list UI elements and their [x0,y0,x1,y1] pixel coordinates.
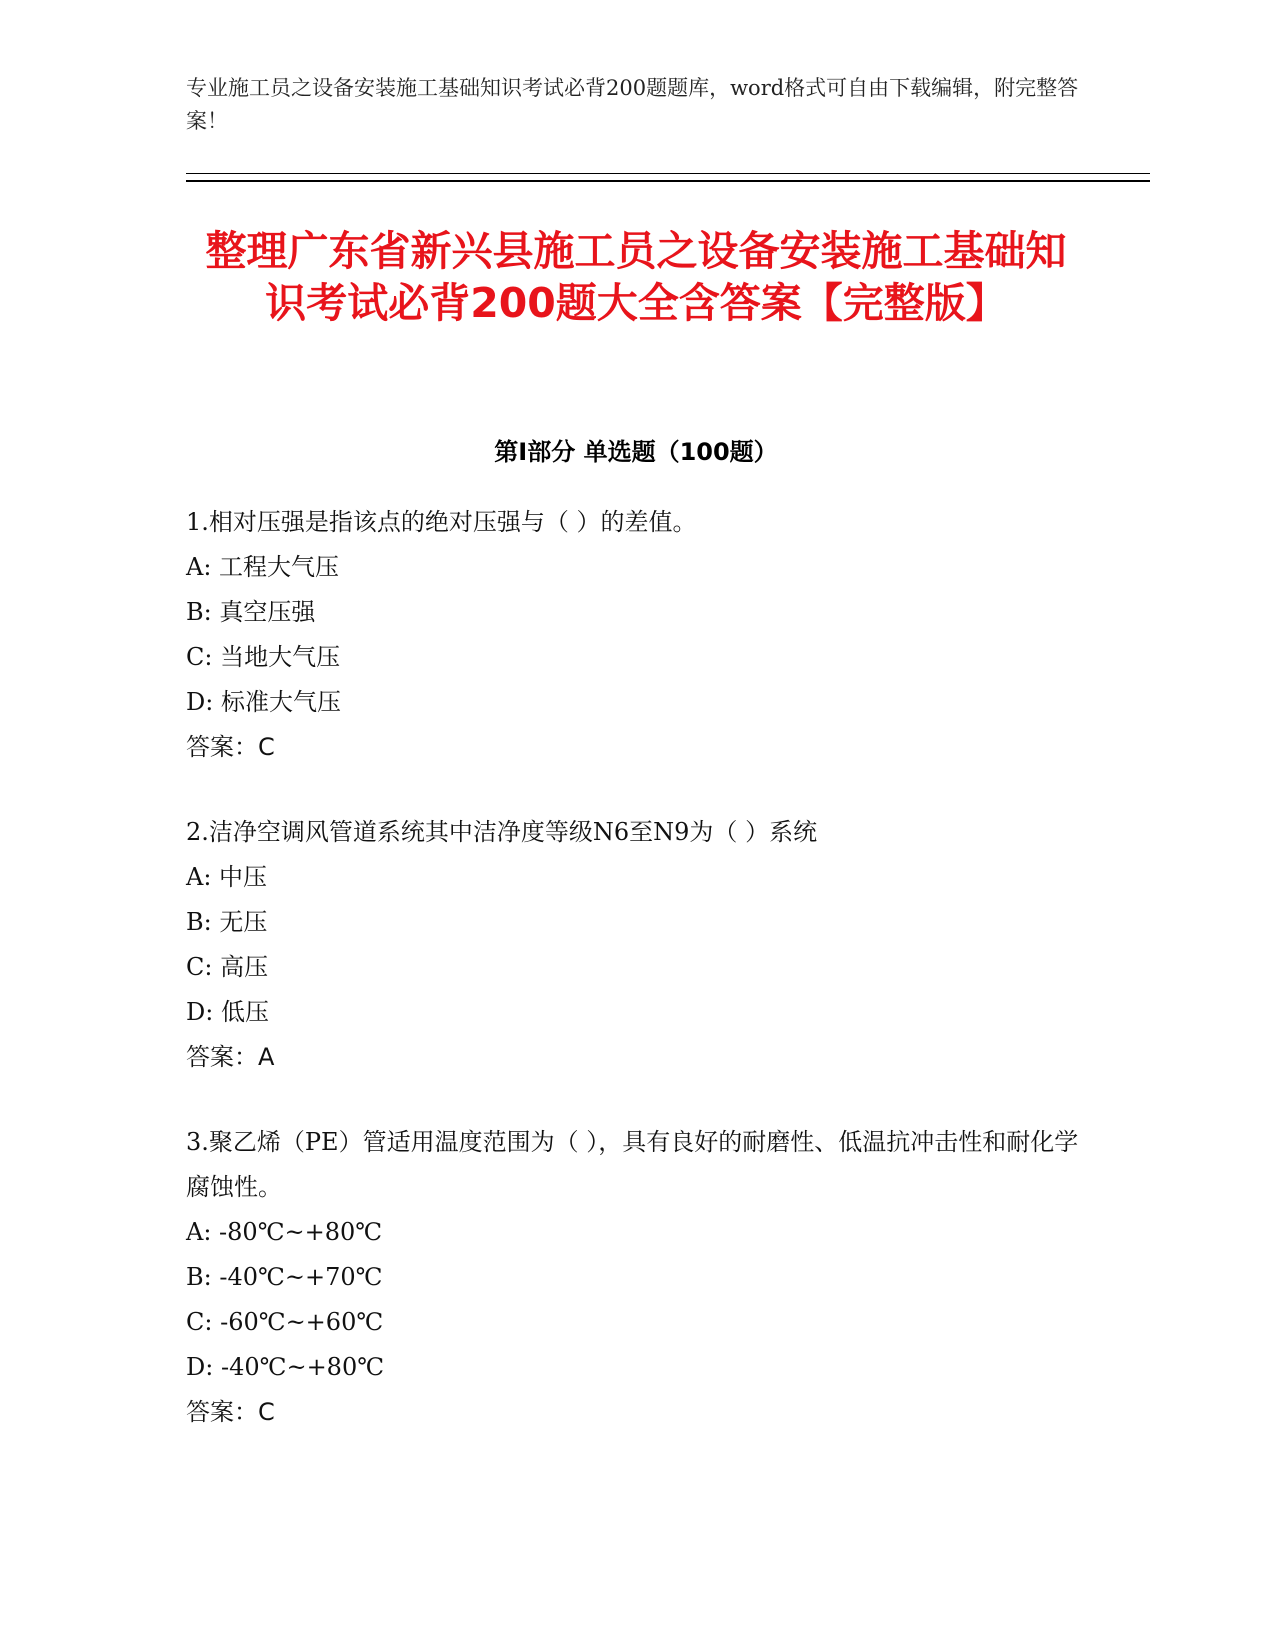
question-1 [186,500,1086,770]
question-stem: 3.聚乙烯（PE）管适用温度范围为（ ），具有良好的耐磨性、低温抗冲击性和耐化学腐蚀性。 [186,1128,1079,1201]
option-b: B: -40℃~+70℃ [186,1263,383,1291]
question-3 [186,1120,1086,1435]
answer: 答案：C [186,1398,275,1426]
option-b: B: 真空压强 [186,598,316,626]
option-d: D: -40℃~+80℃ [186,1353,385,1381]
question-stem: 1.相对压强是指该点的绝对压强与（ ）的差值。 [186,508,697,536]
option-d: D: 低压 [186,998,269,1026]
question-stem: 2.洁净空调风管道系统其中洁净度等级N6至N9为（ ）系统 [186,818,818,846]
page-header: 专业施工员之设备安装施工基础知识考试必背200题题库，word格式可自由下载编辑，附完整答案！ [186,76,1079,133]
answer: 答案：A [186,1043,275,1071]
option-b: B: 无压 [186,908,268,936]
document-title: 整理广东省新兴县施工员之设备安装施工基础知识考试必背200题大全含答案【完整版】 [205,227,1067,327]
answer: 答案：C [186,733,275,761]
option-a: A: 中压 [186,863,268,891]
option-c: C: 当地大气压 [186,643,341,671]
option-a: A: 工程大气压 [186,553,340,581]
option-d: D: 标准大气压 [186,688,341,716]
header-divider-thick [186,180,1150,182]
header-divider-thin [186,173,1150,174]
option-c: C: -60℃~+60℃ [186,1308,384,1336]
option-c: C: 高压 [186,953,269,981]
section-title: 第I部分 单选题（100题） [494,438,778,466]
question-2 [186,810,1086,1080]
option-a: A: -80℃~+80℃ [186,1218,383,1246]
